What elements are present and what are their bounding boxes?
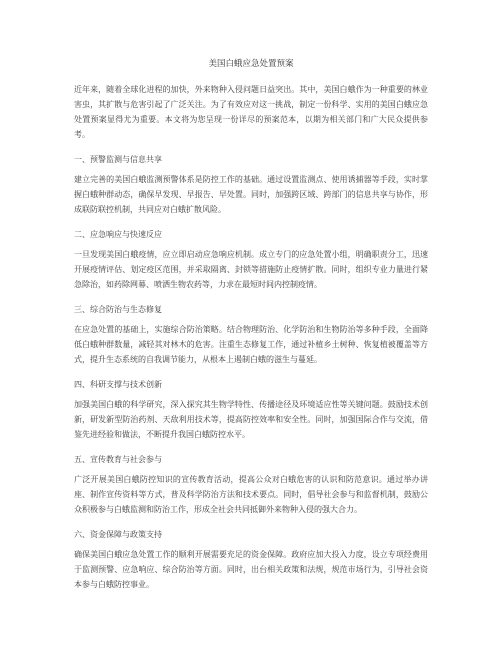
section-body-4: 加强美国白蛾的科学研究，深入探究其生物学特性、传播途径及环境适应性等关键问题。鼓励技术创新，研发新型防治药剂、天敌利用技术等，提高防控效率和安全性。同时，加强国际合作与交流，借鉴先进经验和做法，不断提升我国白蛾防控水平。 [74,400,428,439]
section-body-1: 建立完善的美国白蛾监测预警体系是防控工作的基础。通过设置监测点、使用诱捕器等手段，实时掌握白蛾种群动态，确保早发现、早报告、早处置。同时，加强跨区域、跨部门的信息共享与协作，形成联防联控机制，共同应对白蛾扩散风险。 [74,175,428,214]
section-heading-2: 二、应急响应与快速反应 [74,230,162,239]
section-heading-4: 四、科研支撑与技术创新 [74,380,162,389]
section-heading-3: 三、综合防治与生态修复 [74,305,162,314]
section-body-6: 确保美国白蛾应急处置工作的顺利开展需要充足的资金保障。政府应加大投入力度，设立专项经费用于监测预警、应急响应、综合防治等方面。同时，出台相关政策和法规，规范市场行为，引导社会资本参与白蛾防控事业。 [74,550,428,589]
section-heading-1: 一、预警监测与信息共享 [74,155,162,164]
document-title: 美国白蛾应急处置预案 [208,59,294,69]
section-body-2: 一旦发现美国白蛾疫情，应立即启动应急响应机制。成立专门的应急处置小组，明确职责分工，迅速开展疫情评估、划定疫区范围，并采取隔离、封锁等措施防止疫情扩散。同时，组织专业力量进行紧急除治，如药除网幕、喷洒生物农药等，力求在最短时间内控制疫情。 [74,250,428,289]
intro-paragraph: 近年来，随着全球化进程的加快，外来物种入侵问题日益突出。其中，美国白蛾作为一种重要的林业害虫，其扩散与危害引起了广泛关注。为了有效应对这一挑战，制定一份科学、实用的美国白蛾应急处置预案显得尤为重要。本文将为您呈现一份详尽的预案范本，以期为相关部门和广大民众提供参考。 [74,85,428,139]
section-heading-6: 六、资金保障与政策支持 [74,530,162,539]
section-body-3: 在应急处置的基础上，实施综合防治策略。结合物理防治、化学防治和生物防治等多种手段，全面降低白蛾种群数量，减轻其对林木的危害。注重生态修复工作，通过补植乡土树种、恢复植被覆盖等方式，提升生态系统的自我调节能力，从根本上遏制白蛾的滋生与蔓延。 [74,325,428,364]
section-heading-5: 五、宣传教育与社会参与 [74,455,162,464]
section-body-5: 广泛开展美国白蛾防控知识的宣传教育活动，提高公众对白蛾危害的认识和防范意识。通过举办讲座、制作宣传资料等方式，普及科学防治方法和技术要点。同时，倡导社会参与和监督机制，鼓励公众积极参与白蛾监测和防治工作，形成全社会共同抵御外来物种入侵的强大合力。 [74,475,428,514]
